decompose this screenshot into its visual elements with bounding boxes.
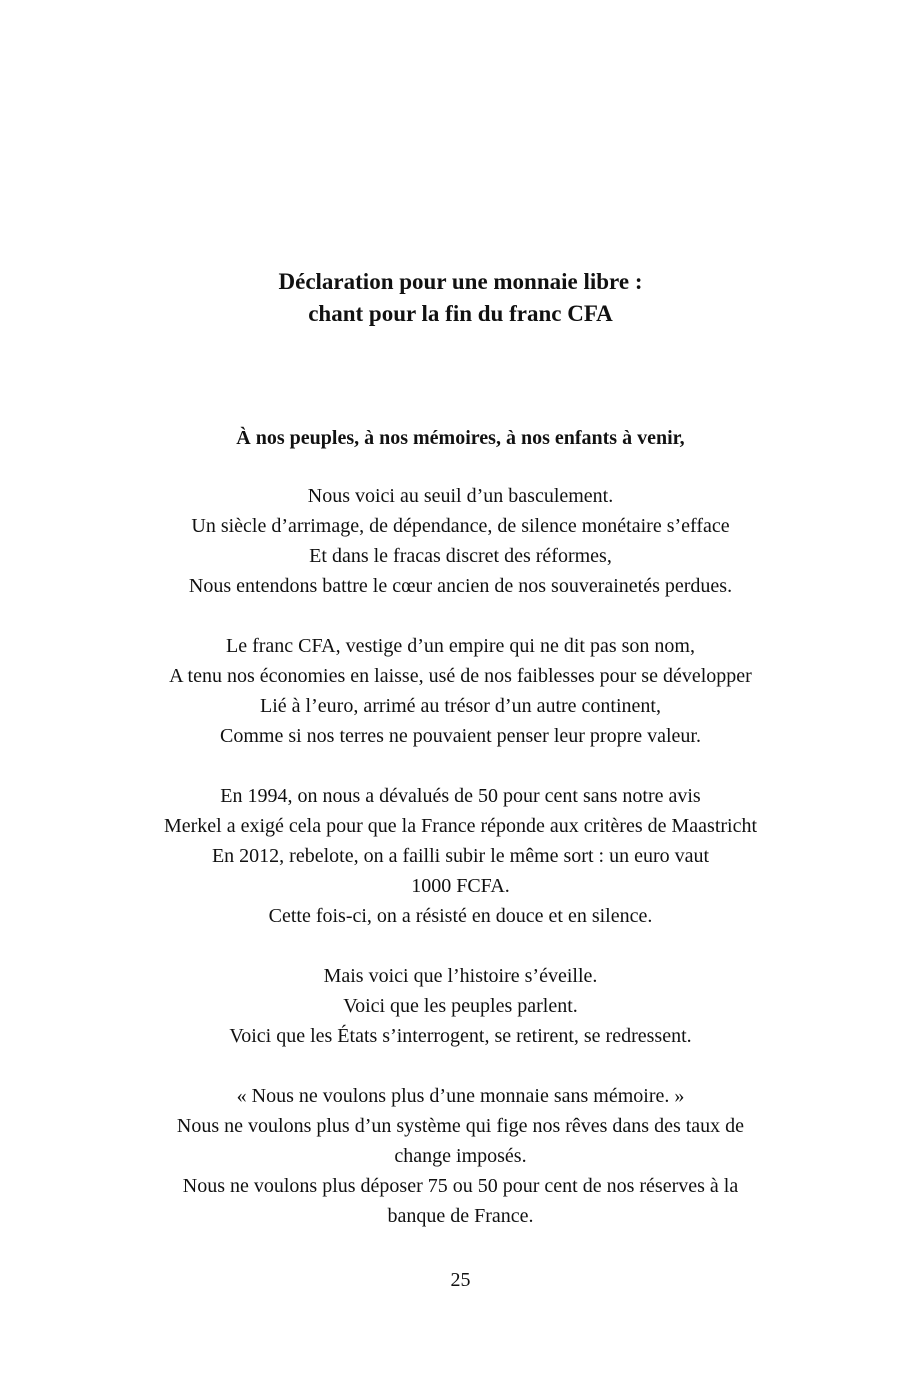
poem-line: A tenu nos économies en laisse, usé de nos faiblesses pour se développer <box>169 665 752 687</box>
poem-line: Et dans le fracas discret des réformes, <box>309 545 612 567</box>
title-line-1: Déclaration pour une monnaie libre : <box>278 269 643 294</box>
poem-line: change imposés. <box>394 1145 527 1167</box>
page-title <box>0 266 921 330</box>
page-number: 25 <box>450 1269 471 1291</box>
poem-line: Voici que les États s’interrogent, se retirent, se redressent. <box>229 1025 692 1047</box>
poem-line: Mais voici que l’histoire s’éveille. <box>323 965 598 987</box>
poem-line: En 1994, on nous a dévalués de 50 pour cent sans notre avis <box>220 785 701 807</box>
poem-line: Un siècle d’arrimage, de dépendance, de silence monétaire s’efface <box>191 515 730 537</box>
dedication: À nos peuples, à nos mémoires, à nos enfants à venir, <box>236 427 685 449</box>
poem-line: Lié à l’euro, arrimé au trésor d’un autre continent, <box>260 695 661 717</box>
stanza-2 <box>100 631 821 751</box>
poem-line: Comme si nos terres ne pouvaient penser leur propre valeur. <box>220 725 701 747</box>
poem-line: banque de France. <box>387 1205 534 1227</box>
poem-line: Merkel a exigé cela pour que la France réponde aux critères de Maastricht <box>163 815 758 837</box>
poem-line: « Nous ne voulons plus d’une monnaie sans mémoire. » <box>236 1085 685 1107</box>
poem-line: Cette fois-ci, on a résisté en douce et en silence. <box>268 905 653 927</box>
poem-line: Nous entendons battre le cœur ancien de nos souverainetés perdues. <box>188 575 733 597</box>
stanza-4 <box>100 961 821 1051</box>
poem-line: En 2012, rebelote, on a failli subir le même sort : un euro vaut <box>211 845 710 867</box>
poem-body <box>100 481 821 1261</box>
stanza-3 <box>100 781 821 931</box>
poem-line: Nous ne voulons plus d’un système qui fige nos rêves dans des taux de <box>176 1115 745 1137</box>
poem-line: Le franc CFA, vestige d’un empire qui ne dit pas son nom, <box>226 635 695 657</box>
poem-line: Nous ne voulons plus déposer 75 ou 50 pour cent de nos réserves à la <box>182 1175 739 1197</box>
stanza-5 <box>100 1081 821 1231</box>
stanza-1 <box>100 481 821 601</box>
poem-line: Voici que les peuples parlent. <box>343 995 578 1017</box>
poem-line: Nous voici au seuil d’un basculement. <box>307 485 614 507</box>
poem-line: 1000 FCFA. <box>411 875 510 897</box>
title-line-2: chant pour la fin du franc CFA <box>308 301 613 326</box>
